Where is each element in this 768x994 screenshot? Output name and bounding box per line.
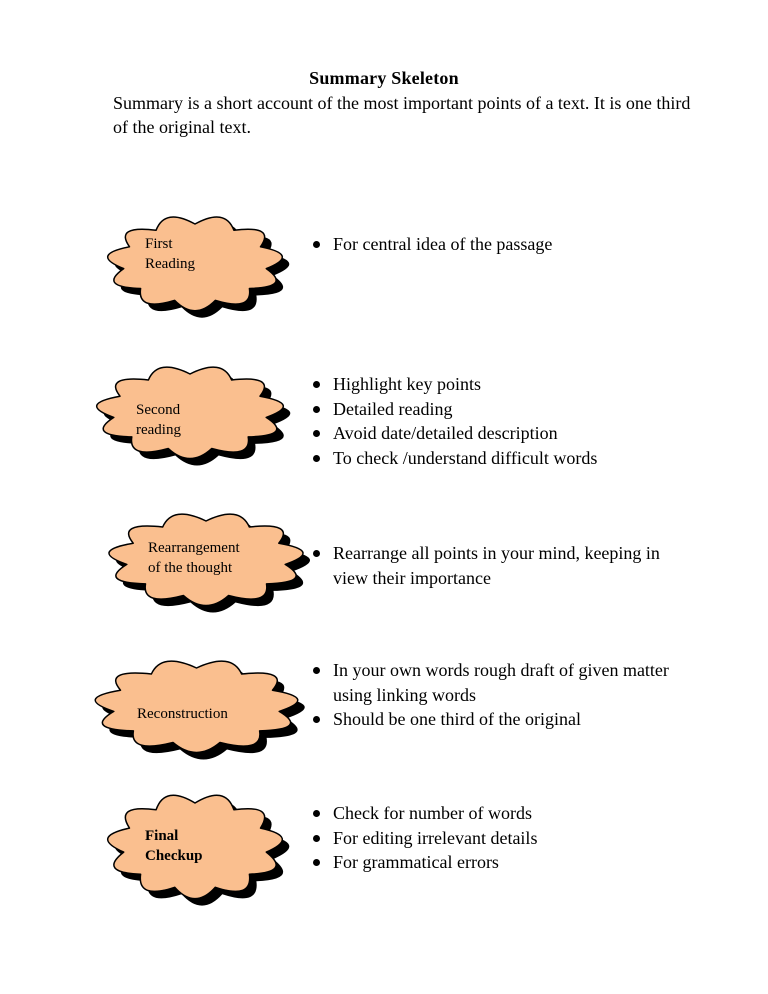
list-item: Highlight key points: [311, 372, 597, 397]
document-title: Summary Skeleton: [309, 68, 459, 88]
cloud-rearrangement: [113, 510, 309, 618]
cloud-reconstruction: [100, 657, 303, 765]
bullet-list-first-reading: [311, 232, 552, 257]
cloud-label-line: Rearrangement: [148, 540, 240, 556]
cloud-final-checkup: [110, 792, 290, 910]
cloud-label-line: Checkup: [145, 848, 203, 864]
list-item: Detailed reading: [311, 397, 597, 422]
cloud-first-reading: [110, 213, 290, 323]
list-item: Avoid date/detailed description: [311, 421, 597, 446]
list-item: For central idea of the passage: [311, 232, 552, 257]
list-item: For grammatical errors: [311, 850, 537, 875]
cloud-second-reading: [100, 363, 290, 471]
list-item: Should be one third of the original: [311, 707, 691, 732]
cloud-shape-icon: [100, 363, 290, 471]
cloud-label-line: Reading: [145, 256, 195, 272]
cloud-label-first-reading: [145, 234, 195, 274]
list-item: For editing irrelevant details: [311, 826, 537, 851]
bullet-list-final-checkup: [311, 801, 537, 875]
bullet-list-reconstruction: [311, 658, 691, 732]
cloud-label-line: Second: [136, 402, 181, 418]
cloud-label-final-checkup: [145, 826, 203, 866]
list-item: To check /understand difficult words: [311, 446, 597, 471]
cloud-label-line: Reconstruction: [137, 706, 228, 722]
list-item: In your own words rough draft of given matter using linking words: [311, 658, 691, 707]
cloud-label-line: reading: [136, 422, 181, 438]
list-item: Check for number of words: [311, 801, 537, 826]
cloud-label-reconstruction: [137, 704, 228, 724]
cloud-shape-icon: [110, 213, 290, 323]
bullet-list-second-reading: [311, 372, 597, 471]
bullet-list-rearrangement: [311, 541, 691, 590]
list-item: Rearrange all points in your mind, keeping in view their importance: [311, 541, 691, 590]
cloud-label-line: Final: [145, 828, 179, 844]
cloud-label-second-reading: [136, 400, 181, 440]
cloud-label-line: of the thought: [148, 560, 233, 576]
intro-paragraph: Summary is a short account of the most important points of a text. It is one third of the original text.: [113, 93, 691, 137]
cloud-label-line: First: [145, 236, 173, 252]
cloud-label-rearrangement: [148, 538, 240, 578]
